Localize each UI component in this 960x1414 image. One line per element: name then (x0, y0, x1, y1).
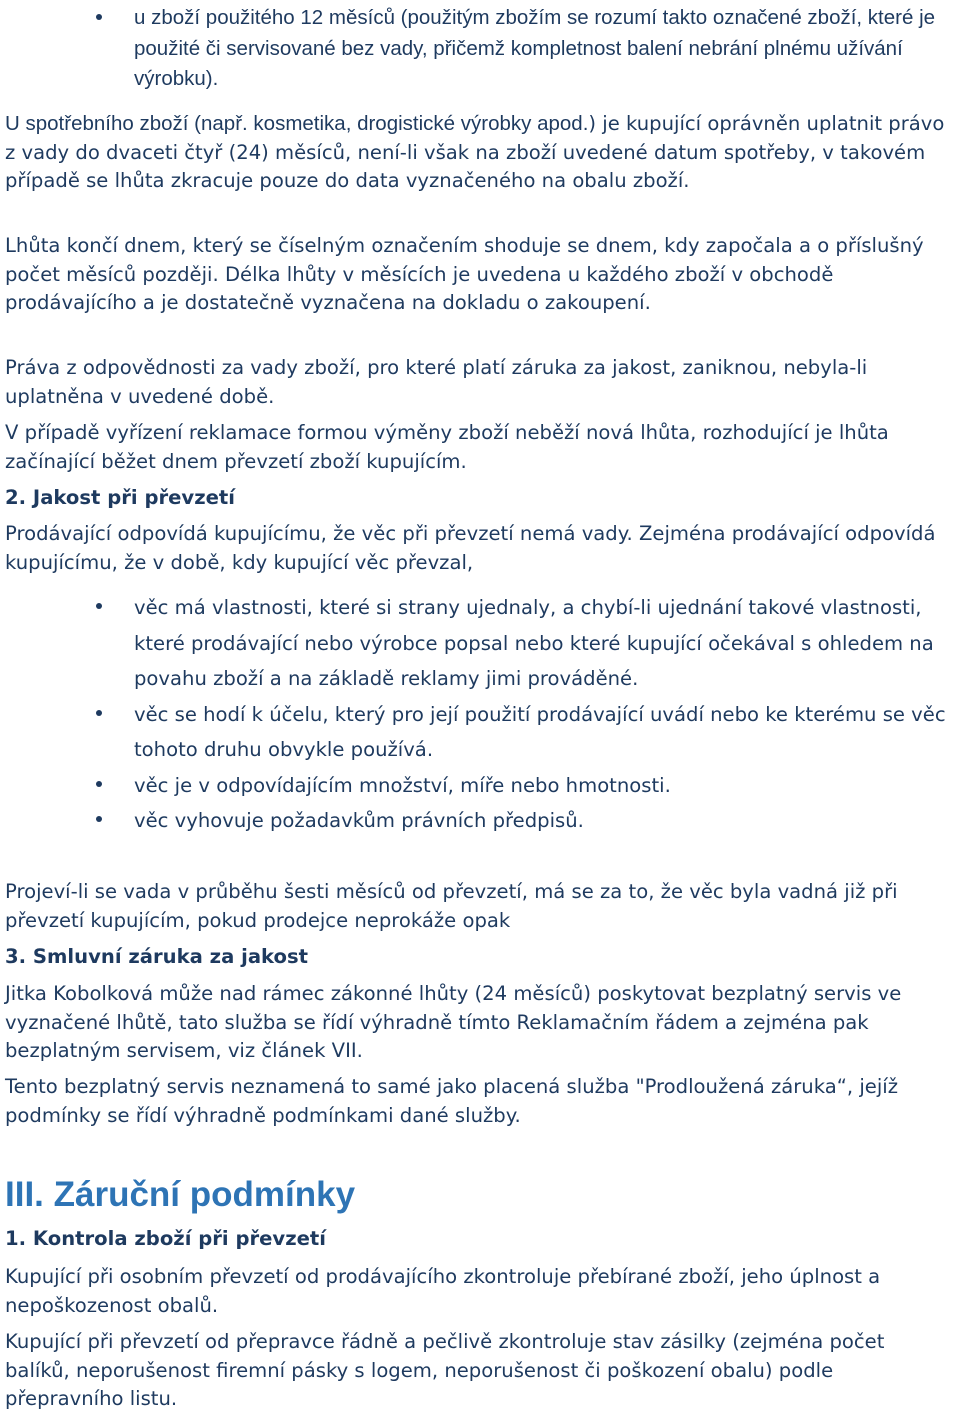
list-item: věc má vlastnosti, které si strany ujednaly, a chybí-li ujednání takové vlastnosti, které prodávající nebo výrobce popsal nebo které kupující očekával s ohledem na povahu zboží a na základě reklamy jimi prováděné. (0, 590, 960, 697)
quality-paragraph: Prodávající odpovídá kupujícímu, že věc při převzetí nemá vady. Zejména prodávající odpovídá kupujícímu, že v době, kdy kupující věc převzal, (5, 522, 936, 574)
list-item: věc je v odpovídajícím množství, míře nebo hmotnosti. (0, 768, 960, 804)
control-paragraph-carrier: Kupující při převzetí od přepravce řádně a pečlivě zkontroluje stav zásilky (zejména počet balíků, neporušenost firemní pásky s logem, neporušenost či poškození obalu) podle přepravního listu. (5, 1330, 885, 1411)
list-item: věc se hodí k účelu, který pro její použití prodávající uvádí nebo ke kterému se věc tohoto druhu obvykle používá. (0, 697, 960, 768)
deadline-paragraph: Lhůta končí dnem, který se číselným označením shoduje se dnem, kdy započala a o příslušný počet měsíců později. Délka lhůty v měsících je uvedena u každého zboží v obchodě prodávajícího a je dostatečně vyznačena na dokladu o zakoupení. (5, 234, 924, 315)
section-title: III. Záruční podmínky (5, 1175, 356, 1214)
rights-paragraph: Práva z odpovědnosti za vady zboží, pro které platí záruka za jakost, zaniknou, nebyla-li uplatněna v uvedené době. (5, 356, 868, 408)
free-service-paragraph: Tento bezplatný servis neznamená to samé jako placená služba "Prodloužená záruka“, jejíž podmínky se řídí výhradně podmínkami dané služby. (5, 1075, 898, 1127)
bullet-icon (96, 816, 102, 822)
used-goods-list (0, 0, 960, 95)
quality-list (0, 590, 960, 839)
bullet-icon (96, 603, 102, 609)
control-heading: 1. Kontrola zboží při převzetí (5, 1227, 326, 1250)
warranty-paragraph: Jitka Kobolková může nad rámec zákonné lhůty (24 měsíců) poskytovat bezplatný servis ve vyznačené lhůtě, tato služba se řídí výhradně tímto Reklamačním řádem a zejména pak bezplatným servisem, viz článek VII. (5, 982, 902, 1063)
quality-heading: 2. Jakost při převzetí (5, 486, 235, 509)
six-months-paragraph: Projeví-li se vada v průběhu šesti měsíců od převzetí, má se za to, že věc byla vadná již při převzetí kupujícím, pokud prodejce neprokáže opak (5, 880, 898, 932)
bullet-icon (96, 710, 102, 716)
warranty-heading: 3. Smluvní záruka za jakost (5, 945, 309, 968)
exchange-paragraph: V případě vyřízení reklamace formou výměny zboží neběží nová lhůta, rozhodující je lhůta začínající běžet dnem převzetí zboží kupujícím. (5, 421, 889, 473)
list-item: věc vyhovuje požadavkům právních předpisů. (0, 803, 960, 839)
list-item: u zboží použitého 12 měsíců (použitým zbožím se rozumí takto označené zboží, které je použité či servisované bez vady, přičemž kompletnost balení nebrání plnému užívání výrobku). (0, 0, 960, 95)
consumable-paragraph: U spotřebního zboží (např. kosmetika, drogistické výrobky apod.) je kupující oprávněn uplatnit právo z vady do dvaceti čtyř (24) měsíců, není-li však na zboží uvedené datum spotřeby, v takovém případě se lhůta zkracuje pouze do data vyznačeného na obalu zboží. (5, 112, 945, 193)
control-paragraph-personal: Kupující při osobním převzetí od prodávajícího zkontroluje přebírané zboží, jeho úplnost a nepoškozenost obalů. (5, 1265, 881, 1317)
bullet-icon (96, 781, 102, 787)
bullet-icon (96, 14, 102, 20)
